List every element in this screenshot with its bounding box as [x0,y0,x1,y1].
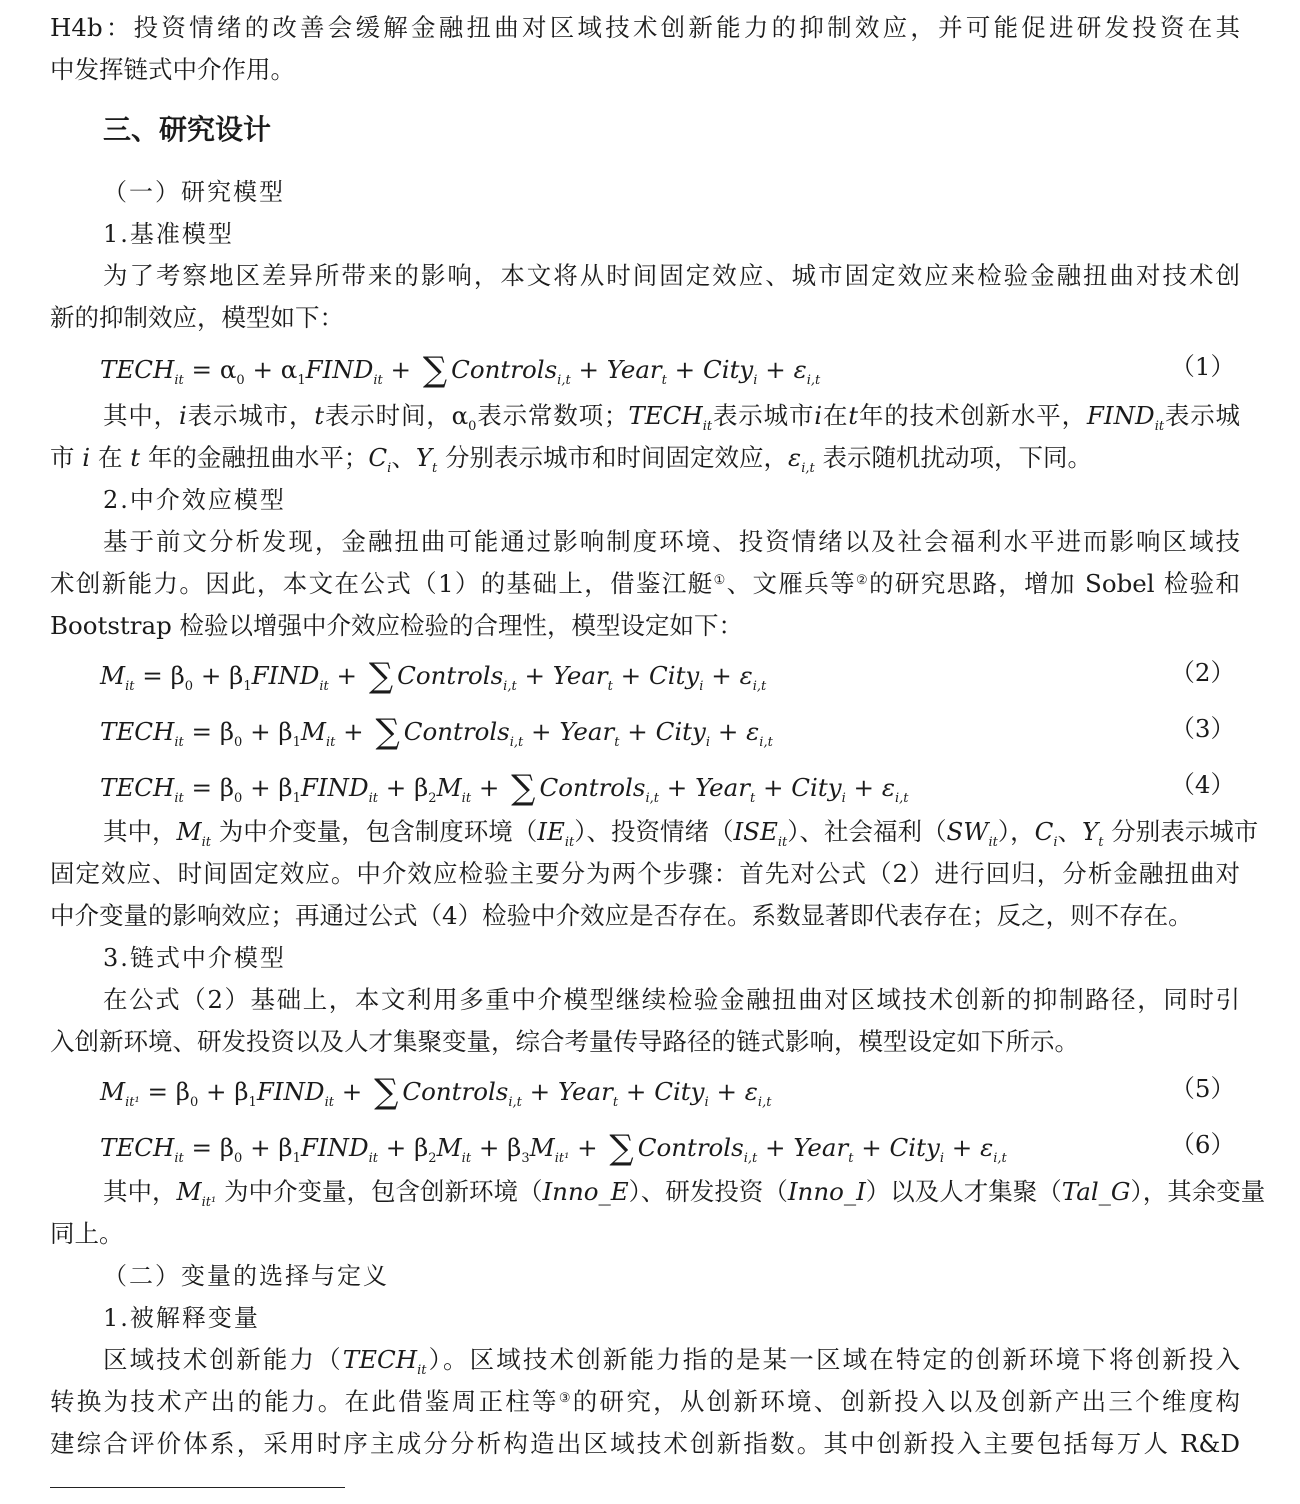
equation-lhs: M [100,661,126,690]
equation-number: （4） [1170,770,1235,799]
paragraph-line: Bootstrap 检验以增强中介效应检验的合理性，模型设定如下： [50,611,744,640]
equation-5: $M_{it^1} = \beta_0$ + $\beta_1FIND_{it}$ + ∑ Controls$_{i,t}$ + Year$_t$ + City$_i$ + $\varepsilon_{i,t}$ （5） [100,1067,1235,1111]
paragraph-line: 转换为技术产出的能力。在此借鉴周正柱等③的研究，从创新环境、创新投入以及创新产出三个维度构 [50,1387,1240,1416]
equation-number: （3） [1170,714,1235,743]
equation-number: （2） [1170,658,1235,687]
equation-number: （6） [1170,1130,1235,1159]
footnote-separator [50,1487,345,1488]
subsection-heading-variables: （二）变量的选择与定义 [103,1262,389,1290]
subsubsection-heading-chain-mediation-model: 3.链式中介模型 [103,944,286,972]
equation-lhs: TECH [100,773,175,802]
paragraph-line: 新的抑制效应，模型如下： [50,303,344,332]
paragraph-line: 术创新能力。因此，本文在公式（1）的基础上，借鉴江艇①、文雁兵等②的研究思路，增加 Sobel 检验和 [50,569,1240,598]
equation-1: $TECH_{it} = \alpha_0$ + $\alpha_1FIND_{it}$ + ∑ Controls$_{i,t}$ + Year$_t$ + City$_i$ + $\varepsilon_{i,t}$ （1） [100,345,1235,389]
equation-6: $TECH_{it} = \beta_0$ + $\beta_1FIND_{it} + \beta_2M_{it} + \beta_3M_{it^1}$ + ∑ Controls$_{i,t}$ + Year$_t$ + City$_i$ + $\varepsilon_{i,t}$ （6） [100,1123,1235,1167]
paragraph-line: 为了考察地区差异所带来的影响，本文将从时间固定效应、城市固定效应来检验金融扭曲对技术创 [103,261,1240,290]
paragraph-line: 其中，i表示城市，t表示时间，$\alpha_0$表示常数项；$TECH_{it}$表示城市i在t年的技术创新水平，$FIND_{it}$表示城 [103,401,1241,434]
equation-number: （5） [1170,1074,1235,1103]
hypothesis-line-1: H4b：投资情绪的改善会缓解金融扭曲对区域技术创新能力的抑制效应，并可能促进研发投资在其 [50,13,1240,42]
paragraph-line: 区域技术创新能力$(TECH_{it})$。区域技术创新能力指的是某一区域在特定的创新环境下将创新投入 [103,1345,1241,1378]
equation-2: $M_{it} = \beta_0$ + $\beta_1FIND_{it}$ + ∑ Controls$_{i,t}$ + Year$_t$ + City$_i$ + $\varepsilon_{i,t}$ （2） [100,651,1235,695]
subsubsection-heading-baseline-model: 1.基准模型 [103,220,234,248]
equation-lhs: TECH [100,717,175,746]
subsection-heading-research-model: （一）研究模型 [103,178,285,206]
equation-lhs: TECH [100,1133,175,1162]
equation-lhs: M [100,1077,126,1106]
equation-3: $TECH_{it} = \beta_0 + \beta_1M_{it}$ + ∑ Controls$_{i,t}$ + Year$_t$ + City$_i$ + $\varepsilon_{i,t}$ （3） [100,707,1235,751]
paragraph-line: 建综合评价体系，采用时序主成分分析构造出区域技术创新指数。其中创新投入主要包括每万人 R&D [50,1429,1240,1458]
paragraph-line: 固定效应、时间固定效应。中介效应检验主要分为两个步骤：首先对公式（2）进行回归，分析金融扭曲对 [50,859,1240,888]
subsubsection-heading-dependent-variable: 1.被解释变量 [103,1304,260,1332]
paragraph-line: 其中，$M_{it}$ 为中介变量，包含制度环境$(IE_{it})$、投资情绪$(ISE_{it})$、社会福利$(SW_{it})$，$C_i$、$Y_t$ 分别表示城市 [103,817,1259,850]
paragraph-line: 中介变量的影响效应；再通过公式（4）检验中介效应是否存在。系数显著即代表存在；反之，则不存在。 [50,901,1193,930]
equation-4: $TECH_{it} = \beta_0$ + $\beta_1FIND_{it} + \beta_2M_{it}$ + ∑ Controls$_{i,t}$ + Year$_t$ + City$_i$ + $\varepsilon_{i,t}$ （4） [100,763,1235,807]
paragraph-line: 在公式（2）基础上，本文利用多重中介模型继续检验金融扭曲对区域技术创新的抑制路径，同时引 [103,985,1240,1014]
paragraph-line: 同上。 [50,1219,124,1248]
subsubsection-heading-mediation-model: 2.中介效应模型 [103,486,286,514]
footnote-marker-2[interactable]: ② [855,573,869,588]
paragraph-line: 其中，$M_{it^1}$ 为中介变量，包含创新环境（Inno_E）、研发投资（Inno_I）以及人才集聚（Tal_G），其余变量 [103,1177,1266,1210]
equation-lhs: TECH [100,355,175,384]
equation-number: （1） [1170,352,1235,381]
footnote-marker-3[interactable]: ③ [558,1391,573,1406]
section-heading-research-design: 三、研究设计 [103,113,272,146]
paragraph-line: 基于前文分析发现，金融扭曲可能通过影响制度环境、投资情绪以及社会福利水平进而影响区域技 [103,527,1240,556]
paragraph-line: 市 i 在 t 年的金融扭曲水平；$C_i$、$Y_t$ 分别表示城市和时间固定效应，$\varepsilon_{i,t}$ 表示随机扰动项，下同。 [50,443,1092,476]
footnote-marker-1[interactable]: ① [713,573,727,588]
paragraph-line: 入创新环境、研发投资以及人才集聚变量，综合考量传导路径的链式影响，模型设定如下所示。 [50,1027,1079,1056]
hypothesis-line-2: 中发挥链式中介作用。 [50,55,295,84]
